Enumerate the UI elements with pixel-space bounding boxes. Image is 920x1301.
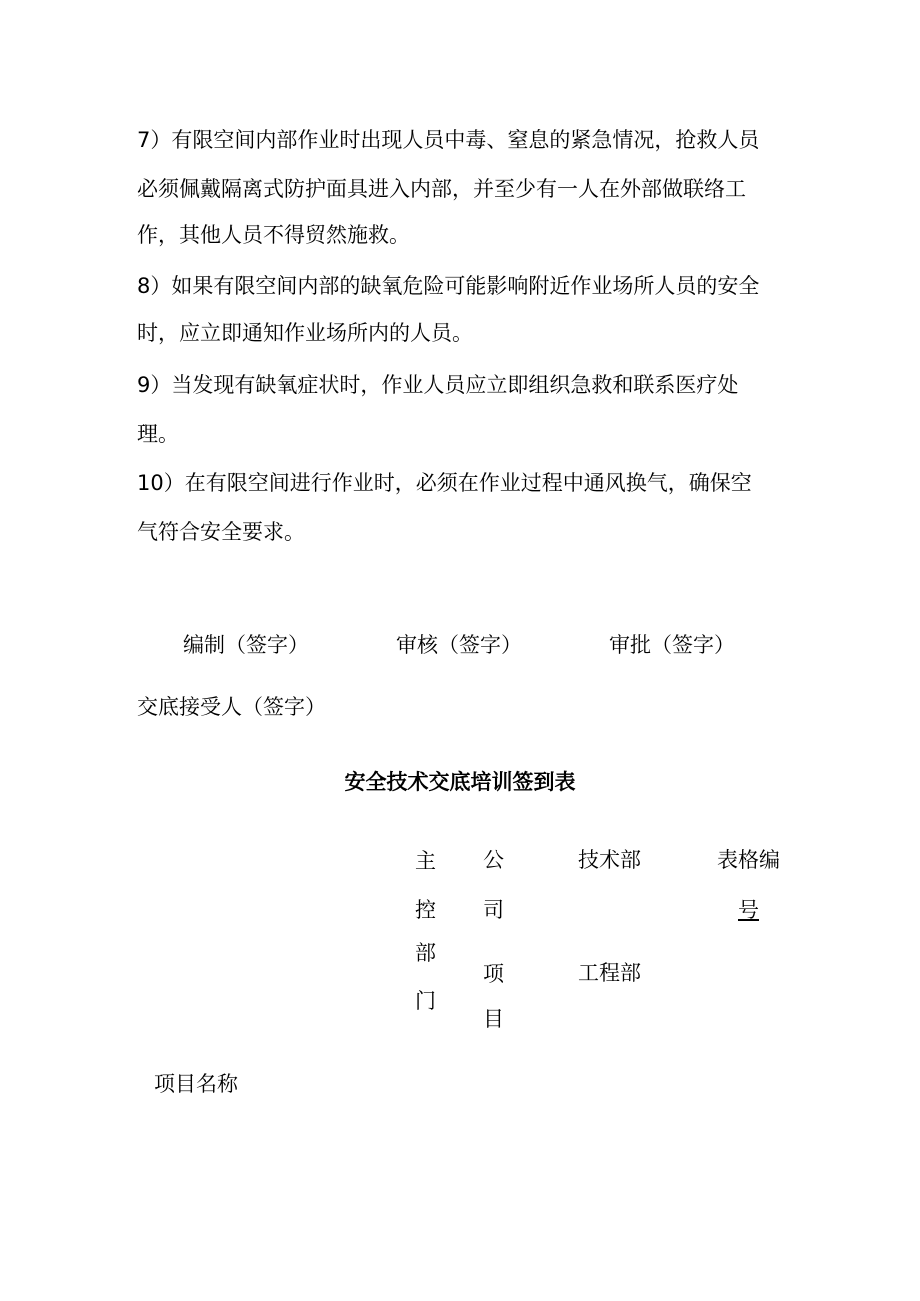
project-name-label: 项目名称 — [154, 1072, 238, 1096]
paragraph-9-line-1: 9）当发现有缺氧症状时，作业人员应立即组织急救和联系医疗处 — [137, 373, 739, 397]
eng-dept-label: 工程部 — [578, 961, 641, 985]
signature-compile: 编制（签字） — [183, 633, 309, 657]
signature-approve: 审批（签字） — [609, 633, 735, 657]
tech-dept-label: 技术部 — [578, 848, 641, 872]
project-char-2: 目 — [483, 1007, 504, 1031]
paragraph-10-line-2: 气符合安全要求。 — [137, 520, 305, 544]
paragraph-7-line-3: 作，其他人员不得贸然施救。 — [137, 223, 410, 247]
paragraph-8-line-1: 8）如果有限空间内部的缺氧危险可能影响附近作业场所人员的安全 — [137, 274, 760, 298]
paragraph-8-line-2: 时，应立即通知作业场所内的人员。 — [137, 321, 473, 345]
lead-dept-char-1: 主 — [415, 849, 436, 873]
form-number-label-line-2: 号 — [738, 898, 759, 922]
company-char-1: 公 — [483, 848, 504, 872]
paragraph-7-line-2: 必须佩戴隔离式防护面具进入内部，并至少有一人在外部做联络工 — [137, 177, 746, 201]
signature-receiver: 交底接受人（签字） — [137, 695, 326, 719]
lead-dept-char-2: 控 — [415, 898, 436, 922]
sign-in-sheet-title: 安全技术交底培训签到表 — [344, 770, 576, 794]
signature-review: 审核（签字） — [396, 633, 522, 657]
company-char-2: 司 — [483, 898, 504, 922]
project-char-1: 项 — [483, 962, 504, 986]
paragraph-7-line-1: 7）有限空间内部作业时出现人员中毒、窒息的紧急情况，抢救人员 — [137, 128, 760, 152]
form-number-label-line-1: 表格编 — [717, 848, 780, 872]
paragraph-10-line-1: 10）在有限空间进行作业时，必须在作业过程中通风换气，确保空 — [137, 471, 752, 495]
lead-dept-char-4: 门 — [415, 989, 436, 1013]
lead-dept-char-3: 部 — [415, 941, 436, 965]
paragraph-9-line-2: 理。 — [137, 422, 179, 446]
